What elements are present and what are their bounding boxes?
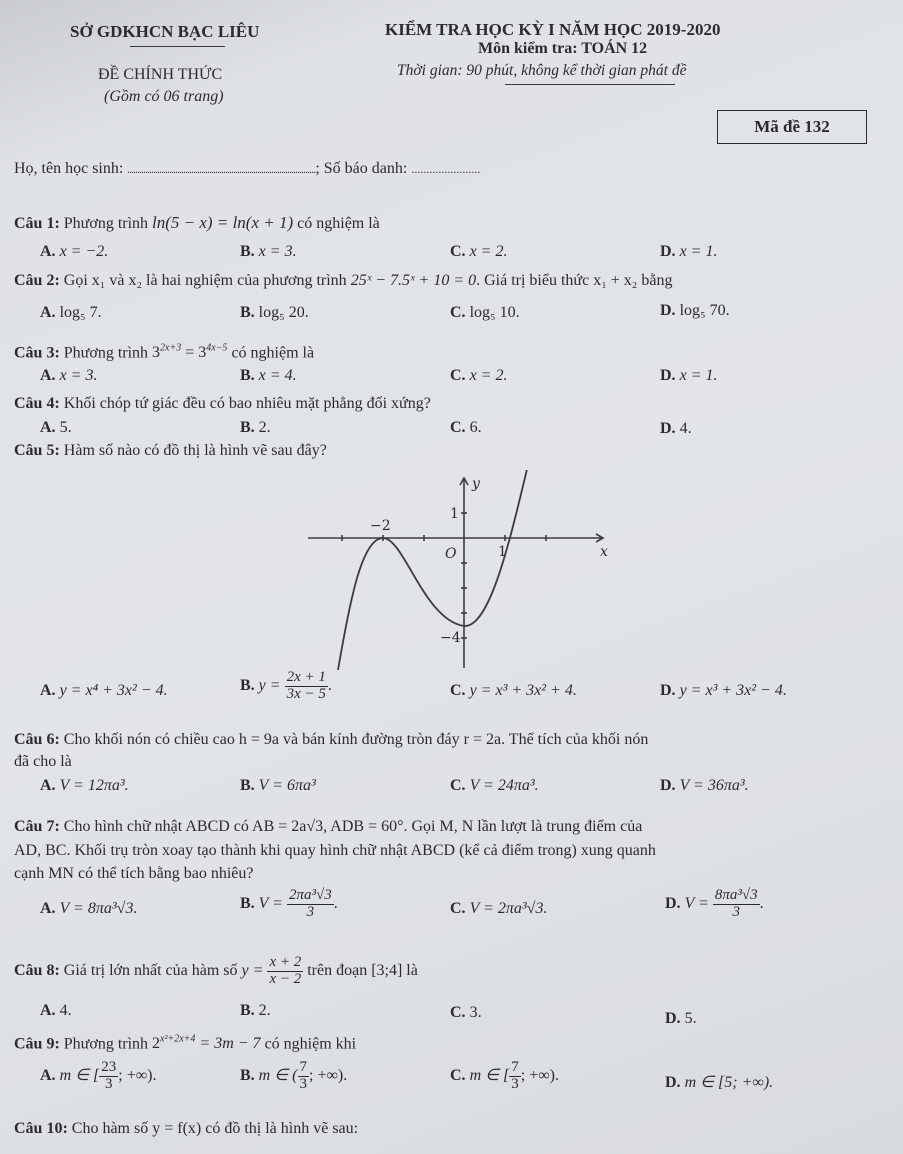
question-text: . Giá trị biểu thức x₁ + x₂ bằng [476, 272, 673, 289]
option-label: A. [40, 777, 56, 794]
option-label: A. [40, 419, 56, 436]
option-label: C. [450, 243, 466, 260]
option-c[interactable] [450, 777, 539, 795]
option-label: D. [660, 367, 676, 384]
option-value: 2. [258, 419, 271, 436]
option-value: 5. [59, 419, 72, 436]
student-info-row [14, 160, 480, 178]
question-label: Câu 2: [14, 272, 60, 289]
option-c[interactable] [450, 243, 507, 261]
option-value: x = 1. [679, 243, 718, 260]
option-d[interactable] [660, 420, 692, 438]
page-count: (Gồm có 06 trang) [104, 88, 224, 105]
option-label: B. [240, 367, 255, 384]
option-b[interactable] [240, 1002, 271, 1020]
option-value: V = 12πa³. [59, 777, 129, 794]
option-value: 4. [679, 420, 692, 437]
question-8: Câu 8: Giá trị lớn nhất của hàm số y = $\frac{x + 2}{x - 2}$ trên đoạn [3;4] là [14, 954, 418, 987]
option-b[interactable]: B. V = $\frac{\text{2πa³√3}}{3}$ . [240, 887, 338, 920]
option-label: C. [450, 682, 466, 699]
fraction: $\frac{7}{3}$ [511, 1059, 519, 1092]
option-value: log₅ 70. [679, 302, 730, 319]
exam-duration: Thời gian: 90 phút, không kể thời gian phát đề [397, 62, 687, 79]
question-text: Phương trình [63, 1035, 149, 1053]
option-c[interactable]: C. m ∈ [ $\frac{7}{3}$ ; +∞). [450, 1059, 559, 1092]
option-b[interactable] [240, 419, 271, 437]
option-b[interactable] [240, 367, 297, 385]
option-a[interactable]: A. m ∈ [ $\frac{23}{3}$ ; +∞). [40, 1059, 157, 1092]
fraction: $\frac{x + 2}{x - 2}$ [269, 954, 302, 987]
svg-text:1: 1 [450, 506, 459, 522]
option-value: V = 8πa³√3. [59, 900, 138, 917]
question-6-line2: đã cho là [14, 753, 72, 770]
cubic-graph-icon [300, 470, 620, 680]
option-c[interactable] [450, 419, 482, 437]
candidate-number-label: ; Số báo danh: [315, 160, 408, 177]
option-label: B. [240, 676, 255, 694]
option-label: C. [450, 367, 466, 384]
question-text: Giá trị lớn nhất của hàm số [63, 961, 238, 979]
option-label: B. [240, 243, 255, 260]
question-text: trên đoạn [3;4] là [307, 961, 418, 979]
option-label: C. [450, 1004, 466, 1021]
option-c[interactable] [450, 682, 577, 700]
question-label: Câu 7: [14, 818, 60, 835]
option-a[interactable] [40, 419, 72, 437]
option-label: D. [665, 894, 681, 912]
option-a[interactable] [40, 243, 108, 261]
fraction: $\frac{\text{8πa³√3}}{3}$ [714, 887, 758, 920]
option-label: C. [450, 419, 466, 436]
option-d[interactable]: D. V = $\frac{\text{8πa³√3}}{3}$ . [665, 887, 764, 920]
option-d[interactable] [660, 682, 787, 700]
function-graph [300, 470, 620, 680]
option-label: C. [450, 304, 466, 321]
question-math: $2^{x^2+2x+4} = 3m - 7$ [152, 1034, 261, 1053]
svg-text:x: x [600, 544, 608, 560]
option-c[interactable] [450, 1004, 482, 1022]
fraction: $\frac{2x + 1}{3x - 5}$ [286, 669, 326, 702]
svg-text:O: O [445, 546, 457, 562]
option-d[interactable] [660, 777, 749, 795]
option-value: 5. [684, 1010, 697, 1027]
question-text: có nghiệm là [297, 215, 380, 232]
option-label: D. [665, 1074, 681, 1091]
question-text: Khối chóp tứ giác đều có bao nhiêu mặt phẳng đối xứng? [63, 395, 431, 412]
option-label: A. [40, 1002, 56, 1019]
option-d[interactable] [660, 302, 730, 320]
option-label: D. [660, 243, 676, 260]
option-a[interactable] [40, 367, 97, 385]
option-value: 6. [469, 419, 482, 436]
option-label: A. [40, 304, 56, 321]
svg-text:−2: −2 [370, 518, 391, 534]
option-value: x = 2. [469, 367, 508, 384]
question-label: Câu 6: [14, 731, 60, 748]
option-label: A. [40, 243, 56, 260]
option-value: V = 2πa³√3. [469, 900, 548, 917]
student-name-label: Họ, tên học sinh: [14, 160, 124, 177]
option-d[interactable] [660, 243, 717, 261]
option-label: B. [240, 304, 255, 321]
option-a[interactable] [40, 682, 168, 700]
option-label: D. [665, 1010, 681, 1027]
duration-underline [505, 84, 675, 85]
option-value: x = −2. [59, 243, 109, 260]
option-a[interactable] [40, 1002, 72, 1020]
question-3 [14, 343, 314, 362]
question-1 [14, 213, 380, 233]
question-math: 25ˣ − 7.5ˣ + 10 = 0 [350, 272, 477, 289]
question-label: Câu 9: [14, 1035, 60, 1053]
option-b[interactable] [240, 304, 309, 322]
exam-code: Mã đề 132 [754, 117, 830, 136]
option-a[interactable] [40, 304, 102, 322]
option-value: 2. [258, 1002, 271, 1019]
department-underline [130, 46, 225, 47]
option-value: y = x³ + 3x² + 4. [469, 682, 577, 699]
option-c[interactable] [450, 304, 520, 322]
fraction: $\frac{\text{2πa³√3}}{3}$ [288, 887, 332, 920]
question-label: Câu 10: [14, 1120, 68, 1137]
option-label: B. [240, 894, 255, 912]
student-name-field[interactable]: .............................................................................................. [127, 165, 316, 176]
fraction: $\frac{23}{3}$ [101, 1059, 117, 1092]
question-label: Câu 5: [14, 442, 60, 459]
option-value: log₅ 7. [59, 304, 102, 321]
option-value: V = 36πa³. [679, 777, 749, 794]
option-value: x = 4. [258, 367, 297, 384]
svg-text:1: 1 [498, 544, 507, 560]
question-7-line3: cạnh MN có thể tích bằng bao nhiêu? [14, 865, 254, 882]
candidate-number-field[interactable]: ....................... [411, 162, 481, 176]
question-text: Phương trình [63, 344, 149, 362]
svg-text:y: y [472, 476, 480, 492]
option-label: B. [240, 1066, 255, 1084]
option-b[interactable] [240, 243, 297, 261]
option-label: D. [660, 420, 676, 437]
question-2 [14, 272, 672, 290]
question-math: $3^{2x+3} = 3^{4x-5}$ [152, 343, 228, 362]
option-label: B. [240, 419, 255, 436]
option-c[interactable] [450, 900, 547, 918]
question-7-line2: AD, BC. Khối trụ tròn xoay tạo thành khi quay hình chữ nhật ABCD (kể cả điểm trong) xung quanh [14, 842, 656, 859]
department-name: SỞ GDKHCN BẠC LIÊU [70, 22, 260, 41]
question-label: Câu 4: [14, 395, 60, 412]
question-text: có nghiệm khi [264, 1035, 357, 1053]
option-label: A. [40, 682, 56, 699]
question-text: có nghiệm là [231, 344, 315, 362]
option-c[interactable] [450, 367, 507, 385]
option-d[interactable] [665, 1010, 697, 1028]
question-text: Hàm số nào có đồ thị là hình vẽ sau đây? [63, 442, 327, 459]
option-value: 3. [469, 1004, 482, 1021]
official-label: ĐỀ CHÍNH THỨC [98, 66, 223, 83]
option-label: C. [450, 1066, 466, 1084]
option-value: x = 2. [469, 243, 508, 260]
question-label: Câu 3: [14, 344, 60, 362]
question-7 [14, 818, 642, 836]
question-label: Câu 8: [14, 961, 60, 979]
fraction: $\frac{7}{3}$ [299, 1059, 307, 1092]
option-b[interactable]: B. y = $\frac{2x + 1}{3x - 5}$ . [240, 669, 332, 702]
option-value: m ∈ [5; +∞). [684, 1074, 774, 1091]
option-value: y = x⁴ + 3x² − 4. [59, 682, 168, 699]
option-label: D. [660, 302, 676, 319]
option-value: log₅ 10. [469, 304, 520, 321]
option-value: y = x³ + 3x² − 4. [679, 682, 787, 699]
exam-code-box [717, 110, 867, 144]
option-label: D. [660, 777, 676, 794]
option-a[interactable] [40, 777, 129, 795]
option-label: D. [660, 682, 676, 699]
question-5 [14, 442, 327, 460]
question-text: Cho hàm số y = f(x) có đồ thị là hình vẽ sau: [71, 1120, 359, 1137]
option-label: C. [450, 900, 466, 917]
option-a[interactable] [40, 900, 137, 918]
question-9 [14, 1034, 356, 1053]
option-value: V = 24πa³. [469, 777, 539, 794]
question-text: Cho khối nón có chiều cao h = 9a và bán kính đường tròn đáy r = 2a. Thể tích của khối nón [63, 731, 649, 748]
option-d[interactable] [665, 1072, 773, 1092]
exam-title: KIỂM TRA HỌC KỲ I NĂM HỌC 2019-2020 [385, 20, 721, 39]
option-value: 4. [59, 1002, 72, 1019]
question-10 [14, 1120, 358, 1138]
option-value: V = 6πa³ [258, 777, 316, 794]
question-text: Gọi x₁ và x₂ là hai nghiệm của phương trình [63, 272, 347, 289]
option-b[interactable]: B. m ∈ ( $\frac{7}{3}$ ; +∞). [240, 1059, 348, 1092]
question-math: ln(5 − x) = ln(x + 1) [152, 213, 294, 232]
exam-subject: Môn kiểm tra: TOÁN 12 [478, 40, 648, 57]
question-text: Cho hình chữ nhật ABCD có AB = 2a√3, ADB = 60°. Gọi M, N lần lượt là trung điểm của [63, 818, 643, 835]
option-label: A. [40, 900, 56, 917]
question-label: Câu 1: [14, 215, 60, 232]
option-value: x = 3. [258, 243, 297, 260]
option-value: log₅ 20. [258, 304, 309, 321]
question-text: Phương trình [63, 215, 149, 232]
svg-text:−4: −4 [440, 630, 461, 646]
option-label: B. [240, 777, 255, 794]
option-value: x = 3. [59, 367, 98, 384]
option-label: A. [40, 1066, 56, 1084]
option-d[interactable] [660, 367, 717, 385]
question-4 [14, 395, 431, 413]
option-label: A. [40, 367, 56, 384]
question-6 [14, 731, 648, 749]
option-b[interactable] [240, 777, 316, 795]
option-value: x = 1. [679, 367, 718, 384]
option-label: C. [450, 777, 466, 794]
option-label: B. [240, 1002, 255, 1019]
